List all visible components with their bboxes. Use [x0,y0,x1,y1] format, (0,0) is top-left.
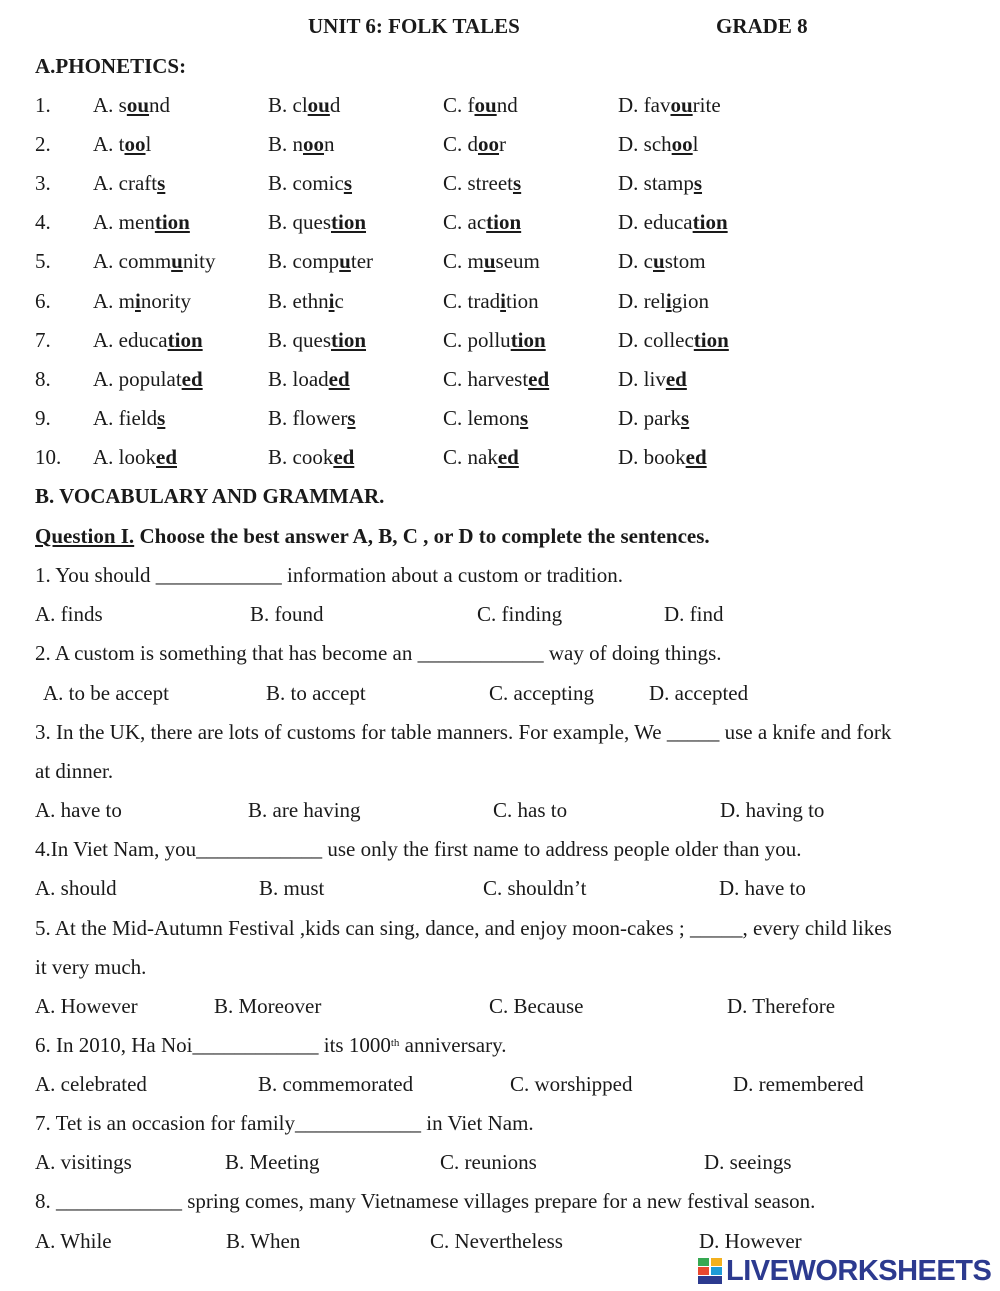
phonetic-option[interactable] [93,289,191,313]
phonetic-option[interactable] [443,406,528,430]
option-text: D. liv [618,367,666,391]
phonetic-option[interactable] [443,328,546,352]
option[interactable]: B. When [226,1229,301,1253]
underlined-sound: i [135,289,141,313]
option-text: B. ethn [268,289,329,313]
underlined-sound: s [157,406,166,430]
option[interactable]: D. find [664,602,724,626]
option-text: B. flower [268,406,348,430]
phonetic-number: 9. [35,406,51,430]
phonetic-option[interactable] [93,210,190,234]
option[interactable]: C. Because [489,994,584,1018]
underlined-sound: s [343,171,353,195]
option[interactable]: C. reunions [440,1150,537,1174]
underlined-sound: u [171,249,183,273]
phonetic-option[interactable] [618,367,687,391]
underlined-sound: u [339,249,351,273]
option-text: C. pollu [443,328,511,352]
option-text: A. field [93,406,158,430]
option[interactable]: C. has to [493,798,568,822]
underlined-sound: i [500,289,506,313]
option[interactable]: D. Therefore [727,994,836,1018]
underlined-sound: tion [692,210,728,234]
q3-stem: 3. In the UK, there are lots of customs for table manners. For example, We _____ use a knife and fork [35,720,892,744]
option[interactable]: B. must [259,876,325,900]
q1-stem: 1. You should ____________ information about a custom or tradition. [35,563,623,587]
underlined-sound: ed [665,367,687,391]
option[interactable]: C. accepting [489,681,594,705]
option[interactable]: C. Nevertheless [430,1229,563,1253]
option-text: A. populat [93,367,182,391]
underlined-sound: ed [156,445,177,469]
phonetic-option[interactable] [268,445,354,469]
underlined-sound: ou [126,93,150,117]
phonetic-option[interactable] [268,406,356,430]
option[interactable]: A. While [35,1229,112,1253]
q2-stem: 2. A custom is something that has become an ____________ way of doing things. [35,641,722,665]
q5-stem-cont: it very much. [35,955,147,979]
option[interactable]: B. are having [248,798,361,822]
option[interactable]: B. Meeting [225,1150,320,1174]
option-text: C. harvest [443,367,529,391]
option[interactable]: A. should [35,876,117,900]
underlined-sound: s [520,406,529,430]
phonetic-option[interactable] [618,289,709,313]
underlined-sound: ou [670,93,693,117]
underlined-sound: s [693,171,703,195]
q6-stem-text: 6. In 2010, Ha Noi____________ its 1000 [35,1033,391,1057]
underlined-sound: oo [124,132,146,156]
vocab-heading: B. VOCABULARY AND GRAMMAR. [35,484,385,508]
phonetic-option[interactable] [443,367,549,391]
grade-label: GRADE 8 [716,14,808,38]
question-heading [35,524,710,548]
liveworksheets-logo-icon [698,1258,722,1284]
question-instruction: Choose the best answer A, B, C , or D to complete the sentences. [134,524,710,548]
option-text: stom [664,249,706,273]
question-label: Question I. [35,524,135,548]
option[interactable]: D. However [699,1229,802,1253]
phonetic-option[interactable] [618,445,707,469]
option-text: A. s [93,93,127,117]
option-text: B. comp [268,249,340,273]
option-text: A. men [93,210,155,234]
underlined-sound: tion [693,328,729,352]
option-text: c [334,289,344,313]
option-text: B. ques [268,328,331,352]
phonetic-option[interactable] [443,249,540,273]
underlined-sound: ed [528,367,550,391]
option-text: C. trad [443,289,501,313]
underlined-sound: ed [328,367,350,391]
option-text: D. rel [618,289,666,313]
phonetic-option[interactable] [93,132,151,156]
option[interactable]: D. have to [719,876,806,900]
underlined-sound: ed [181,367,203,391]
option[interactable]: D. remembered [733,1072,864,1096]
underlined-sound: i [665,289,672,313]
phonetic-number: 2. [35,132,51,156]
option[interactable]: C. finding [477,602,563,626]
option-text: A. look [93,445,156,469]
q8-stem: 8. ____________ spring comes, many Vietnamese villages prepare for a new festival season. [35,1189,816,1213]
phonetic-option[interactable] [268,289,344,313]
option-text: D. book [618,445,686,469]
underlined-sound: tion [331,328,367,352]
option-text: C. f [443,93,475,117]
option-text: l [692,132,699,156]
q6-stem-end: anniversary. [399,1033,507,1057]
option-text: D. educa [618,210,693,234]
phonetic-option[interactable] [268,93,340,117]
phonetic-number: 7. [35,328,51,352]
phonetic-option[interactable] [443,93,518,117]
phonetic-option[interactable] [93,171,165,195]
option-text: D. sch [618,132,672,156]
option[interactable]: B. to accept [266,681,366,705]
option-text: n [324,132,335,156]
underlined-sound: i [328,289,335,313]
phonetic-number: 1. [35,93,51,117]
option-text: B. cl [268,93,308,117]
underlined-sound: tion [167,328,203,352]
q6-stem [35,1033,506,1057]
option[interactable]: D. having to [720,798,825,822]
option-text: C. m [443,249,484,273]
underlined-sound: tion [154,210,190,234]
option-text: D. stamp [618,171,694,195]
underlined-sound: oo [671,132,693,156]
option-text: B. load [268,367,329,391]
underlined-sound: ed [685,445,707,469]
phonetic-number: 8. [35,367,51,391]
option-text: seum [495,249,540,273]
q6-superscript: th [390,1037,400,1049]
q7-stem: 7. Tet is an occasion for family____________ in Viet Nam. [35,1111,534,1135]
option-text: B. n [268,132,304,156]
phonetic-option[interactable] [268,132,335,156]
q5-stem: 5. At the Mid-Autumn Festival ,kids can sing, dance, and enjoy moon-cakes ; _____, every child likes [35,916,892,940]
option-text: A. t [93,132,125,156]
phonetic-option[interactable] [618,406,689,430]
option[interactable]: B. found [250,602,324,626]
phonetic-option[interactable] [93,328,203,352]
phonetic-option[interactable] [618,328,729,352]
underlined-sound: tion [331,210,367,234]
option-text: A. comm [93,249,172,273]
phonetic-number: 5. [35,249,51,273]
option-text: l [145,132,152,156]
phonetic-option[interactable] [93,367,203,391]
underlined-sound: ed [333,445,355,469]
underlined-sound: s [157,171,166,195]
underlined-sound: s [512,171,522,195]
phonetic-option[interactable] [268,367,350,391]
q4-stem: 4.In Viet Nam, you____________ use only the first name to address people older than you. [35,837,802,861]
phonetic-option[interactable] [268,328,366,352]
phonetic-number: 3. [35,171,51,195]
phonetic-option[interactable] [618,249,706,273]
underlined-sound: tion [510,328,546,352]
phonetic-option[interactable] [443,171,521,195]
option[interactable]: A. finds [35,602,103,626]
phonetic-option[interactable] [93,93,170,117]
option[interactable]: D. accepted [649,681,749,705]
underlined-sound: s [347,406,356,430]
phonetic-option[interactable] [268,249,373,273]
option[interactable]: B. commemorated [258,1072,414,1096]
option-text: A. educa [93,328,168,352]
option-text: d [329,93,341,117]
phonetic-option[interactable] [618,210,728,234]
underlined-sound: u [483,249,496,273]
phonetic-option[interactable] [618,132,699,156]
option-text: gion [671,289,710,313]
option-text: A. craft [93,171,158,195]
underlined-sound: u [653,249,665,273]
option[interactable]: A. visitings [35,1150,132,1174]
option[interactable]: C. worshipped [510,1072,633,1096]
phonetic-option[interactable] [618,93,721,117]
underlined-sound: ou [474,93,497,117]
underlined-sound: ed [497,445,519,469]
phonetic-option[interactable] [93,249,216,273]
option[interactable]: A. have to [35,798,122,822]
option-text: nity [182,249,216,273]
option[interactable]: A. However [35,994,138,1018]
underlined-sound: s [680,406,690,430]
phonetic-option[interactable] [268,210,366,234]
option-text: r [499,132,507,156]
option-text: B. cook [268,445,334,469]
option-text: C. d [443,132,479,156]
liveworksheets-logo[interactable] [698,1255,991,1287]
option[interactable]: B. Moreover [214,994,322,1018]
option-text: ter [350,249,374,273]
underlined-sound: tion [486,210,522,234]
phonetic-option[interactable] [443,445,519,469]
phonetic-option[interactable] [93,406,165,430]
option-text: C. lemon [443,406,520,430]
option[interactable]: A. celebrated [35,1072,147,1096]
phonetic-number: 10. [35,445,62,469]
option-text: nd [149,93,171,117]
option[interactable]: A. to be accept [43,681,169,705]
option-text: D. c [618,249,653,273]
phonetic-number: 4. [35,210,51,234]
underlined-sound: ou [307,93,330,117]
option[interactable]: C. shouldn’t [483,876,587,900]
option-text: C. ac [443,210,487,234]
phonetic-option[interactable] [268,171,352,195]
phonetic-option[interactable] [443,132,506,156]
option-text: D. fav [618,93,671,117]
phonetic-option[interactable] [93,445,177,469]
option-text: B. ques [268,210,331,234]
option-text: tion [506,289,539,313]
option-text: nd [496,93,518,117]
option-text: C. street [443,171,513,195]
phonetic-option[interactable] [443,210,521,234]
option-text: C. nak [443,445,498,469]
worksheet-title: UNIT 6: FOLK TALES [308,14,520,38]
underlined-sound: oo [303,132,325,156]
option-text: nority [140,289,192,313]
option-text: D. collec [618,328,694,352]
underlined-sound: oo [478,132,500,156]
phonetic-number: 6. [35,289,51,313]
phonetic-option[interactable] [618,171,702,195]
option-text: D. park [618,406,681,430]
option-text: rite [692,93,721,117]
logo-text: LIVEWORKSHEETS [726,1254,992,1287]
phonetics-heading: A.PHONETICS: [35,54,187,78]
option-text: A. m [93,289,135,313]
q3-stem-cont: at dinner. [35,759,114,783]
option-text: B. comic [268,171,344,195]
option[interactable]: D. seeings [704,1150,792,1174]
phonetic-option[interactable] [443,289,539,313]
